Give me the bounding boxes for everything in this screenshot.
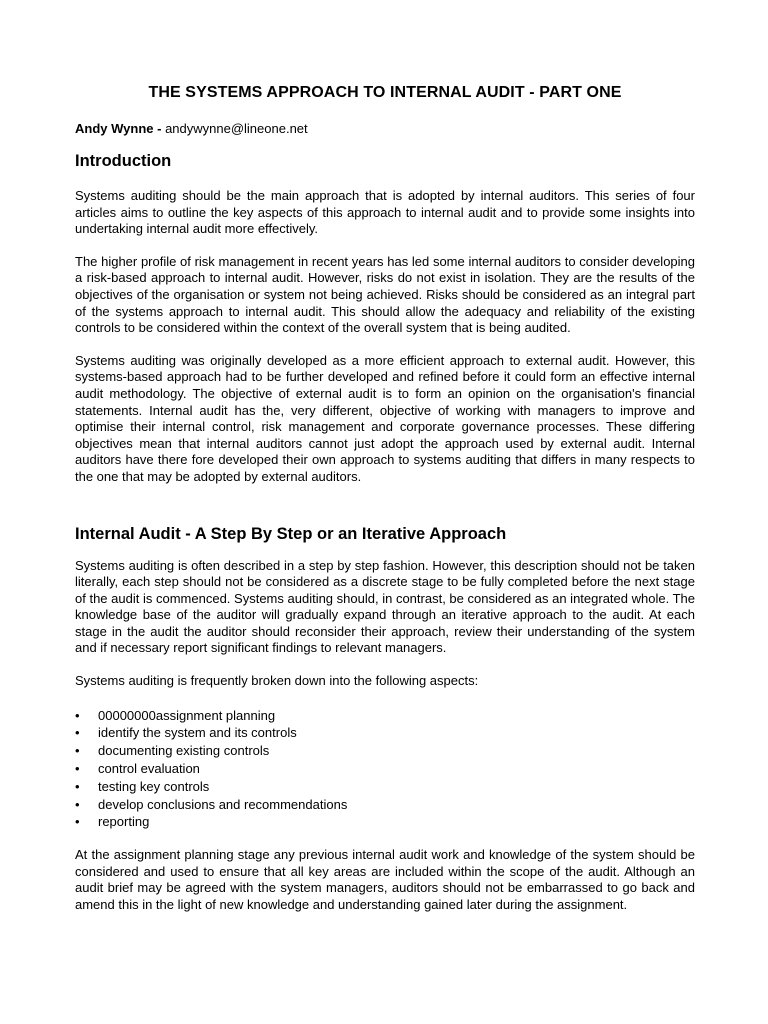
author-line (75, 121, 695, 137)
bullet-icon: • (75, 796, 80, 812)
list-item-text: 00000000assignment planning (98, 707, 276, 723)
paragraph: Systems auditing was originally developed as a more efficient approach to external audit. However, this systems-based approach had to be further developed and refined before it could form an effective internal audit methodology. The objective of external audit is to form an opinion on the organisation's financial statements. Internal audit has the, very different, objective of working with managers to improve and optimise their internal control, risk management and corporate governance processes. These differing objectives mean that internal auditors cannot just adopt the approach used by external audit. Internal auditors have there fore developed their own approach to systems auditing that differs in many respects to the one that may be adopted by external auditors. (75, 352, 695, 484)
list-item (75, 707, 695, 725)
aspects-bullet-list (75, 707, 695, 832)
bullet-icon: • (75, 725, 80, 741)
section-heading-iterative-approach: Internal Audit - A Step By Step or an Iterative Approach (75, 524, 507, 543)
list-item-text: reporting (98, 814, 150, 830)
list-item (75, 742, 695, 760)
bullet-icon: • (75, 743, 80, 759)
list-item (75, 778, 695, 796)
list-item (75, 813, 695, 831)
author-name: Andy Wynne - (75, 121, 162, 136)
paragraph: The higher profile of risk management in recent years has led some internal auditors to consider developing a risk-based approach to internal audit. However, risks do not exist in isolation. They are the results of the objectives of the organisation or system not being achieved. Risks should be considered as an integral part of the systems approach to internal audit. This should allow the adequacy and reliability of the existing controls to be considered within the context of the overall system that is being audited. (75, 253, 695, 336)
list-item-text: control evaluation (98, 761, 200, 777)
list-item-text: identify the system and its controls (98, 725, 297, 741)
list-item (75, 760, 695, 778)
list-item (75, 796, 695, 814)
paragraph: Systems auditing is frequently broken down into the following aspects: (75, 673, 479, 689)
paragraph: At the assignment planning stage any previous internal audit work and knowledge of the system should be considered and used to ensure that all key areas are included within the scope of the audit. Although an audit brief may be agreed with the system managers, auditors should not be embarrassed to go back and amend this in the light of new knowledge and understanding gained later during the assignment. (75, 847, 695, 913)
list-item-text: develop conclusions and recommendations (98, 796, 348, 812)
bullet-icon: • (75, 778, 80, 794)
paragraph: Systems auditing is often described in a step by step fashion. However, this description should not be taken literally, each step should not be considered as a discrete stage to be fully completed before the next stage of the audit is commenced. Systems auditing should, in contrast, be considered as an integrated whole. The knowledge base of the auditor will gradually expand through an iterative approach to the audit. At each stage in the audit the auditor should reconsider their approach, review their understanding of the system and if necessary report significant findings to relevant managers. (75, 557, 695, 656)
bullet-icon: • (75, 814, 80, 830)
author-email: andywynne@lineone.net (165, 121, 308, 136)
list-item-text: testing key controls (98, 778, 210, 794)
list-item-text: documenting existing controls (98, 743, 270, 759)
paragraph: Systems auditing should be the main approach that is adopted by internal auditors. This series of four articles aims to outline the key aspects of this approach to internal audit and to provide some insights into undertaking internal audit more effectively. (75, 188, 695, 237)
bullet-icon: • (75, 761, 80, 777)
bullet-icon: • (75, 707, 80, 723)
list-item (75, 724, 695, 742)
document-title: THE SYSTEMS APPROACH TO INTERNAL AUDIT - PART ONE (148, 84, 622, 101)
document-body (75, 83, 695, 914)
section-heading-introduction: Introduction (75, 152, 172, 170)
